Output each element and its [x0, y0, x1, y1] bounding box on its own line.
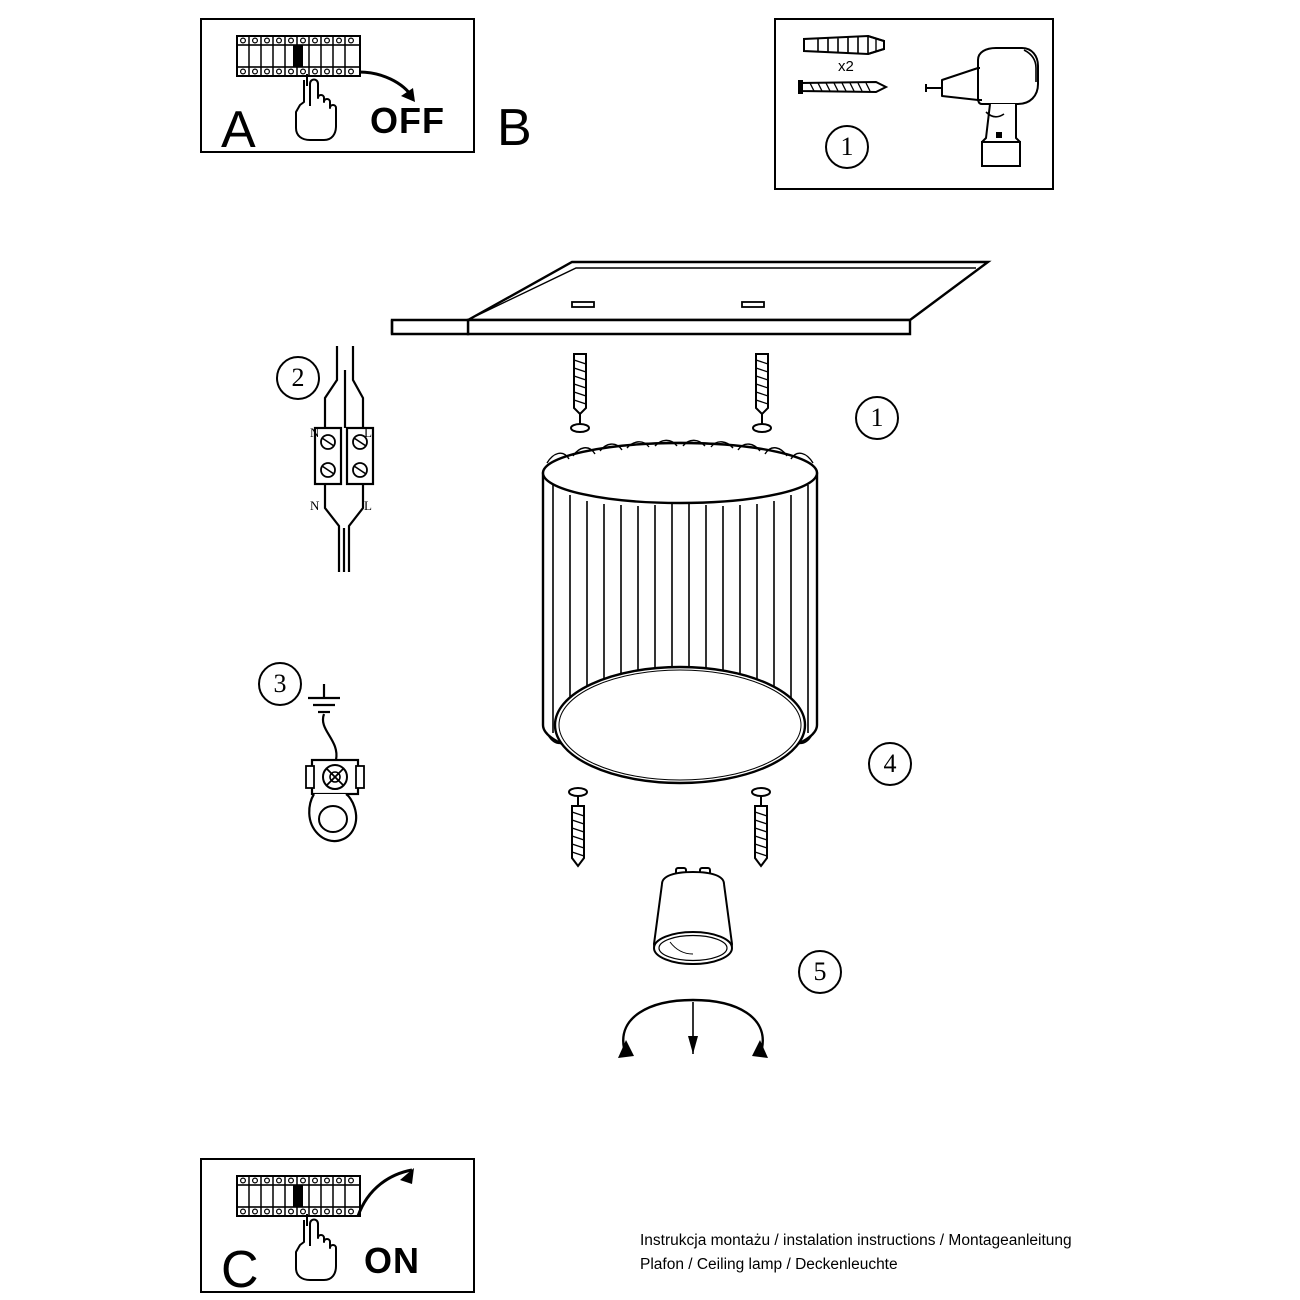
step-badge-4: 4: [868, 742, 912, 786]
earth-terminal-icon: [300, 712, 380, 867]
terminal-label-l-bottom: L: [364, 498, 372, 513]
step-badge-3: 3: [258, 662, 302, 706]
lamp-shade: [525, 425, 835, 825]
panel-b-letter: B: [497, 99, 532, 157]
terminal-label-n-top: N: [310, 425, 320, 440]
panel-c-state-label: ON: [364, 1240, 420, 1281]
panel-a-arrow-icon: [357, 68, 421, 108]
gu10-bulb-icon: [640, 862, 750, 982]
screw-icon: [798, 78, 890, 96]
parts-quantity-label: x2: [838, 58, 854, 75]
wall-plug-icon: [798, 30, 888, 60]
parts-step-badge: 1: [825, 125, 869, 169]
lower-screw-left: [565, 786, 591, 876]
panel-c-arrow-icon: [352, 1166, 416, 1221]
panel-a-hand-icon: [284, 72, 344, 142]
footer-line-1: Instrukcja montażu / instalation instructions / Montageanleitung: [640, 1232, 1072, 1249]
ceiling-plate: [390, 258, 990, 348]
lower-screw-right: [748, 786, 774, 876]
panel-a-state-label: OFF: [370, 100, 445, 141]
terminal-label-n-bottom: N: [310, 498, 320, 513]
panel-c-hand-icon: [284, 1212, 344, 1282]
footer-line-2: Plafon / Ceiling lamp / Deckenleuchte: [640, 1256, 898, 1273]
step-badge-5: 5: [798, 950, 842, 994]
bulb-spring-clip-icon: [608, 996, 778, 1066]
drill-icon: [920, 38, 1045, 183]
wire-terminal-block: [305, 340, 385, 580]
terminal-label-l-top: L: [364, 425, 372, 440]
panel-a-letter: A: [221, 101, 256, 159]
panel-c-letter: C: [221, 1241, 259, 1299]
step-badge-1: 1: [855, 396, 899, 440]
step-badge-2: 2: [276, 356, 320, 400]
